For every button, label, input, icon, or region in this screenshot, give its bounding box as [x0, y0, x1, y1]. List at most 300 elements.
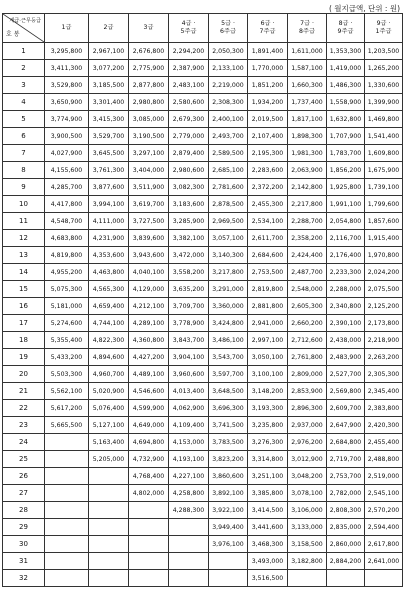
salary-cell: 5,355,400 — [45, 332, 89, 349]
empty-cell — [45, 485, 89, 502]
salary-cell: 5,503,300 — [45, 366, 89, 383]
salary-cell: 3,761,300 — [89, 162, 129, 179]
empty-cell — [129, 536, 169, 553]
salary-cell: 2,358,200 — [288, 230, 327, 247]
empty-cell — [169, 570, 209, 587]
salary-cell: 3,048,200 — [288, 468, 327, 485]
salary-cell: 4,955,200 — [45, 264, 89, 281]
salary-cell: 3,943,600 — [129, 247, 169, 264]
salary-cell: 2,288,700 — [288, 213, 327, 230]
salary-cell: 1,817,100 — [288, 111, 327, 128]
salary-cell: 3,904,100 — [169, 349, 209, 366]
column-header-line: 5주급 — [180, 28, 197, 35]
salary-cell: 4,768,400 — [129, 468, 169, 485]
salary-cell: 4,546,600 — [129, 383, 169, 400]
salary-cell: 3,709,700 — [169, 298, 209, 315]
salary-cell: 4,155,600 — [45, 162, 89, 179]
salary-cell: 3,778,900 — [169, 315, 209, 332]
salary-cell: 3,516,500 — [248, 570, 288, 587]
salary-cell: 2,142,800 — [288, 179, 327, 196]
salary-cell: 2,400,100 — [209, 111, 248, 128]
salary-cell: 1,399,900 — [365, 94, 403, 111]
salary-cell: 2,609,700 — [327, 400, 365, 417]
table-row — [3, 553, 403, 570]
salary-cell: 2,294,200 — [169, 43, 209, 60]
salary-cell: 2,684,600 — [248, 247, 288, 264]
salary-cell: 2,283,600 — [248, 162, 288, 179]
salary-cell: 1,891,400 — [248, 43, 288, 60]
salary-cell: 4,548,700 — [45, 213, 89, 230]
salary-cell: 3,468,300 — [248, 536, 288, 553]
salary-cell: 2,288,000 — [327, 281, 365, 298]
salary-cell: 5,562,100 — [45, 383, 89, 400]
salary-cell: 4,111,000 — [89, 213, 129, 230]
salary-cell: 2,340,800 — [327, 298, 365, 315]
salary-cell: 4,463,800 — [89, 264, 129, 281]
salary-cell: 4,360,800 — [129, 332, 169, 349]
column-header-line: 1급 — [61, 24, 72, 31]
salary-cell: 4,227,100 — [169, 468, 209, 485]
salary-cell: 2,372,200 — [248, 179, 288, 196]
salary-cell: 1,934,200 — [248, 94, 288, 111]
salary-cell: 2,024,200 — [365, 264, 403, 281]
table-row — [3, 264, 403, 281]
salary-cell: 3,843,700 — [169, 332, 209, 349]
column-header-line: 3급 — [143, 24, 154, 31]
salary-cell: 2,879,400 — [169, 145, 209, 162]
table-row — [3, 111, 403, 128]
salary-cell: 2,937,000 — [288, 417, 327, 434]
step-cell: 23 — [3, 417, 45, 434]
empty-cell — [209, 553, 248, 570]
salary-cell: 3,949,400 — [209, 519, 248, 536]
salary-cell: 2,383,800 — [365, 400, 403, 417]
table-row — [3, 230, 403, 247]
empty-cell — [89, 536, 129, 553]
empty-cell — [89, 485, 129, 502]
table-row — [3, 298, 403, 315]
salary-cell: 5,163,400 — [89, 434, 129, 451]
salary-cell: 4,231,900 — [89, 230, 129, 247]
salary-cell: 2,545,100 — [365, 485, 403, 502]
salary-cell: 2,980,600 — [169, 162, 209, 179]
column-header-line: 2급 — [103, 24, 114, 31]
step-cell: 17 — [3, 315, 45, 332]
salary-cell: 5,617,200 — [45, 400, 89, 417]
salary-cell: 5,205,000 — [89, 451, 129, 468]
salary-cell: 1,330,600 — [365, 77, 403, 94]
salary-cell: 4,109,400 — [169, 417, 209, 434]
salary-cell: 3,382,100 — [169, 230, 209, 247]
salary-cell: 4,258,800 — [169, 485, 209, 502]
salary-cell: 4,489,100 — [129, 366, 169, 383]
salary-cell: 4,040,100 — [129, 264, 169, 281]
step-cell: 28 — [3, 502, 45, 519]
salary-cell: 2,580,600 — [169, 94, 209, 111]
column-header-line: 8주급 — [299, 28, 315, 35]
salary-cell: 2,884,200 — [327, 553, 365, 570]
table-row — [3, 213, 403, 230]
salary-cell: 2,176,400 — [327, 247, 365, 264]
step-cell: 14 — [3, 264, 45, 281]
empty-cell — [169, 519, 209, 536]
corner-bottom-label: 호 봉 — [6, 31, 20, 38]
salary-cell: 3,960,600 — [169, 366, 209, 383]
salary-cell: 2,712,600 — [288, 332, 327, 349]
step-cell: 3 — [3, 77, 45, 94]
salary-cell: 2,819,800 — [248, 281, 288, 298]
salary-cell: 4,659,400 — [89, 298, 129, 315]
salary-cell: 3,411,300 — [45, 60, 89, 77]
empty-cell — [129, 553, 169, 570]
column-header — [129, 14, 169, 43]
salary-cell: 3,493,000 — [248, 553, 288, 570]
table-row — [3, 179, 403, 196]
salary-cell: 3,529,700 — [89, 128, 129, 145]
salary-cell: 1,925,800 — [327, 179, 365, 196]
salary-cell: 3,183,600 — [169, 196, 209, 213]
table-body — [3, 43, 403, 587]
table-row — [3, 434, 403, 451]
salary-cell: 3,385,800 — [248, 485, 288, 502]
table-row — [3, 128, 403, 145]
salary-cell: 2,116,700 — [327, 230, 365, 247]
step-cell: 27 — [3, 485, 45, 502]
salary-cell: 3,648,500 — [209, 383, 248, 400]
salary-cell: 2,611,700 — [248, 230, 288, 247]
column-header-line: 7급 · — [300, 20, 314, 27]
salary-cell: 2,534,100 — [248, 213, 288, 230]
salary-cell: 3,314,800 — [248, 451, 288, 468]
table-row — [3, 383, 403, 400]
salary-cell: 1,851,200 — [248, 77, 288, 94]
salary-cell: 2,997,100 — [248, 332, 288, 349]
salary-cell: 2,781,600 — [209, 179, 248, 196]
salary-cell: 4,819,800 — [45, 247, 89, 264]
salary-cell: 3,976,100 — [209, 536, 248, 553]
salary-cell: 3,077,200 — [89, 60, 129, 77]
salary-cell: 3,415,300 — [89, 111, 129, 128]
salary-cell: 2,345,400 — [365, 383, 403, 400]
salary-cell: 2,455,300 — [248, 196, 288, 213]
salary-cell: 2,684,800 — [327, 434, 365, 451]
salary-cell: 1,783,700 — [327, 145, 365, 162]
salary-cell: 3,285,900 — [169, 213, 209, 230]
salary-cell: 2,967,100 — [89, 43, 129, 60]
salary-cell: 3,050,100 — [248, 349, 288, 366]
table-row — [3, 400, 403, 417]
empty-cell — [45, 434, 89, 451]
table-row — [3, 485, 403, 502]
salary-cell: 3,424,800 — [209, 315, 248, 332]
salary-cell: 1,660,300 — [288, 77, 327, 94]
salary-cell: 2,835,000 — [327, 519, 365, 536]
salary-cell: 2,761,800 — [288, 349, 327, 366]
step-cell: 16 — [3, 298, 45, 315]
salary-cell: 2,195,300 — [248, 145, 288, 162]
salary-cell: 3,297,100 — [129, 145, 169, 162]
table-row — [3, 281, 403, 298]
salary-cell: 5,433,200 — [45, 349, 89, 366]
salary-cell: 3,078,100 — [288, 485, 327, 502]
salary-cell: 2,641,000 — [365, 553, 403, 570]
table-row — [3, 417, 403, 434]
empty-cell — [45, 502, 89, 519]
empty-cell — [89, 502, 129, 519]
empty-cell — [89, 519, 129, 536]
salary-cell: 5,020,900 — [89, 383, 129, 400]
table-row — [3, 451, 403, 468]
column-header-line: 6주급 — [220, 28, 236, 35]
salary-cell: 3,696,300 — [209, 400, 248, 417]
salary-cell: 1,770,000 — [248, 60, 288, 77]
empty-cell — [169, 553, 209, 570]
salary-cell: 3,414,500 — [248, 502, 288, 519]
salary-cell: 3,597,700 — [209, 366, 248, 383]
salary-cell: 5,274,600 — [45, 315, 89, 332]
salary-cell: 3,529,800 — [45, 77, 89, 94]
salary-cell: 2,779,000 — [169, 128, 209, 145]
salary-cell: 2,860,000 — [327, 536, 365, 553]
step-cell: 25 — [3, 451, 45, 468]
salary-cell: 3,012,900 — [288, 451, 327, 468]
column-header-line: 9주급 — [337, 28, 354, 35]
salary-cell: 2,487,700 — [288, 264, 327, 281]
salary-cell: 3,106,000 — [288, 502, 327, 519]
column-header — [89, 14, 129, 43]
step-cell: 26 — [3, 468, 45, 485]
salary-cell: 3,774,900 — [45, 111, 89, 128]
empty-cell — [45, 536, 89, 553]
salary-cell: 2,941,000 — [248, 315, 288, 332]
step-cell: 7 — [3, 145, 45, 162]
empty-cell — [129, 519, 169, 536]
salary-cell: 2,063,900 — [288, 162, 327, 179]
corner-cell — [3, 14, 45, 43]
salary-cell: 1,991,100 — [327, 196, 365, 213]
salary-cell: 3,082,300 — [169, 179, 209, 196]
column-header — [365, 14, 403, 43]
salary-cell: 5,075,300 — [45, 281, 89, 298]
table-row — [3, 162, 403, 179]
salary-cell: 2,676,800 — [129, 43, 169, 60]
salary-cell: 3,994,100 — [89, 196, 129, 213]
salary-cell: 2,390,100 — [327, 315, 365, 332]
table-row — [3, 332, 403, 349]
salary-cell: 2,896,300 — [288, 400, 327, 417]
salary-cell: 3,057,100 — [209, 230, 248, 247]
salary-cell: 2,488,800 — [365, 451, 403, 468]
salary-cell: 1,203,500 — [365, 43, 403, 60]
salary-cell: 4,732,900 — [129, 451, 169, 468]
salary-cell: 2,420,300 — [365, 417, 403, 434]
salary-cell: 2,050,300 — [209, 43, 248, 60]
salary-cell: 4,013,400 — [169, 383, 209, 400]
salary-cell: 2,527,700 — [327, 366, 365, 383]
salary-cell: 1,799,600 — [365, 196, 403, 213]
salary-cell: 2,617,800 — [365, 536, 403, 553]
salary-cell: 2,305,300 — [365, 366, 403, 383]
salary-cell: 1,857,600 — [365, 213, 403, 230]
step-cell: 24 — [3, 434, 45, 451]
empty-cell — [45, 468, 89, 485]
salary-cell: 3,360,000 — [209, 298, 248, 315]
salary-cell: 1,675,900 — [365, 162, 403, 179]
step-cell: 12 — [3, 230, 45, 247]
salary-cell: 3,404,000 — [129, 162, 169, 179]
salary-cell: 2,019,500 — [248, 111, 288, 128]
column-header — [169, 14, 209, 43]
step-cell: 21 — [3, 383, 45, 400]
column-header-line: 4급 · — [181, 20, 196, 27]
salary-cell: 4,894,600 — [89, 349, 129, 366]
step-cell: 11 — [3, 213, 45, 230]
salary-cell: 1,737,400 — [288, 94, 327, 111]
salary-cell: 3,727,500 — [129, 213, 169, 230]
salary-cell: 2,853,900 — [288, 383, 327, 400]
step-cell: 1 — [3, 43, 45, 60]
salary-cell: 2,685,100 — [209, 162, 248, 179]
table-row — [3, 145, 403, 162]
step-cell: 20 — [3, 366, 45, 383]
salary-cell: 3,301,400 — [89, 94, 129, 111]
salary-cell: 2,219,000 — [209, 77, 248, 94]
salary-cell: 2,054,800 — [327, 213, 365, 230]
empty-cell — [45, 451, 89, 468]
salary-cell: 4,062,900 — [169, 400, 209, 417]
step-cell: 2 — [3, 60, 45, 77]
salary-cell: 2,387,900 — [169, 60, 209, 77]
salary-cell: 1,632,800 — [327, 111, 365, 128]
salary-cell: 3,619,700 — [129, 196, 169, 213]
salary-cell: 1,915,400 — [365, 230, 403, 247]
salary-cell: 4,353,600 — [89, 247, 129, 264]
empty-cell — [288, 570, 327, 587]
step-cell: 4 — [3, 94, 45, 111]
salary-cell: 2,173,800 — [365, 315, 403, 332]
column-header-line: 8급 · — [338, 20, 353, 27]
salary-cell: 1,856,200 — [327, 162, 365, 179]
salary-cell: 2,075,500 — [365, 281, 403, 298]
salary-cell: 2,605,300 — [288, 298, 327, 315]
salary-cell: 4,822,300 — [89, 332, 129, 349]
salary-cell: 4,599,900 — [129, 400, 169, 417]
table-row — [3, 315, 403, 332]
salary-cell: 1,541,400 — [365, 128, 403, 145]
step-cell: 10 — [3, 196, 45, 213]
salary-cell: 3,486,100 — [209, 332, 248, 349]
salary-cell: 2,589,500 — [209, 145, 248, 162]
salary-cell: 2,217,800 — [288, 196, 327, 213]
salary-cell: 2,308,300 — [209, 94, 248, 111]
salary-cell: 2,881,800 — [248, 298, 288, 315]
salary-cell: 1,265,200 — [365, 60, 403, 77]
salary-cell: 3,217,800 — [209, 264, 248, 281]
salary-cell: 2,719,700 — [327, 451, 365, 468]
salary-cell: 3,190,500 — [129, 128, 169, 145]
salary-cell: 2,519,000 — [365, 468, 403, 485]
table-row — [3, 366, 403, 383]
salary-cell: 3,276,300 — [248, 434, 288, 451]
salary-cell: 2,548,000 — [288, 281, 327, 298]
salary-cell: 3,645,500 — [89, 145, 129, 162]
salary-cell: 1,981,300 — [288, 145, 327, 162]
empty-cell — [327, 570, 365, 587]
salary-cell: 4,285,700 — [45, 179, 89, 196]
salary-cell: 3,543,700 — [209, 349, 248, 366]
table-row — [3, 94, 403, 111]
salary-cell: 1,609,800 — [365, 145, 403, 162]
salary-cell: 3,922,100 — [209, 502, 248, 519]
table-row — [3, 570, 403, 587]
salary-cell: 2,969,500 — [209, 213, 248, 230]
step-cell: 31 — [3, 553, 45, 570]
salary-cell: 3,291,000 — [209, 281, 248, 298]
salary-cell: 4,027,900 — [45, 145, 89, 162]
salary-cell: 3,635,200 — [169, 281, 209, 298]
table-row — [3, 196, 403, 213]
salary-cell: 2,438,000 — [327, 332, 365, 349]
salary-cell: 5,181,000 — [45, 298, 89, 315]
salary-cell: 3,558,200 — [169, 264, 209, 281]
salary-cell: 1,970,800 — [365, 247, 403, 264]
salary-cell: 3,182,800 — [288, 553, 327, 570]
salary-cell: 4,565,300 — [89, 281, 129, 298]
corner-top-label: 계급·근무등급 — [9, 18, 41, 24]
salary-cell: 4,153,000 — [169, 434, 209, 451]
empty-cell — [169, 536, 209, 553]
salary-cell: 1,611,000 — [288, 43, 327, 60]
salary-cell: 2,753,500 — [248, 264, 288, 281]
salary-cell: 4,289,100 — [129, 315, 169, 332]
salary-cell: 4,417,800 — [45, 196, 89, 213]
salary-cell: 4,193,100 — [169, 451, 209, 468]
salary-cell: 3,472,000 — [169, 247, 209, 264]
salary-cell: 2,594,400 — [365, 519, 403, 536]
salary-cell: 3,148,200 — [248, 383, 288, 400]
step-cell: 9 — [3, 179, 45, 196]
salary-cell: 2,133,100 — [209, 60, 248, 77]
salary-cell: 2,782,000 — [327, 485, 365, 502]
salary-cell: 1,469,800 — [365, 111, 403, 128]
salary-cell: 2,455,400 — [365, 434, 403, 451]
empty-cell — [89, 468, 129, 485]
salary-cell: 2,263,200 — [365, 349, 403, 366]
column-header-line: 1주급 — [375, 28, 392, 35]
column-header — [327, 14, 365, 43]
salary-cell: 3,193,300 — [248, 400, 288, 417]
table-row — [3, 519, 403, 536]
step-cell: 5 — [3, 111, 45, 128]
salary-cell: 4,694,800 — [129, 434, 169, 451]
salary-cell: 3,877,600 — [89, 179, 129, 196]
salary-cell: 3,185,500 — [89, 77, 129, 94]
salary-cell: 3,860,600 — [209, 468, 248, 485]
salary-cell: 2,980,800 — [129, 94, 169, 111]
table-row — [3, 247, 403, 264]
salary-cell: 2,218,900 — [365, 332, 403, 349]
step-cell: 22 — [3, 400, 45, 417]
unit-note: ( 월지급액, 단위 : 원) — [328, 4, 400, 13]
step-cell: 32 — [3, 570, 45, 587]
salary-cell: 2,107,400 — [248, 128, 288, 145]
step-cell: 18 — [3, 332, 45, 349]
salary-cell: 2,483,100 — [169, 77, 209, 94]
salary-cell: 2,125,200 — [365, 298, 403, 315]
salary-cell: 3,100,100 — [248, 366, 288, 383]
column-header-line: 7주급 — [259, 28, 276, 35]
empty-cell — [45, 519, 89, 536]
